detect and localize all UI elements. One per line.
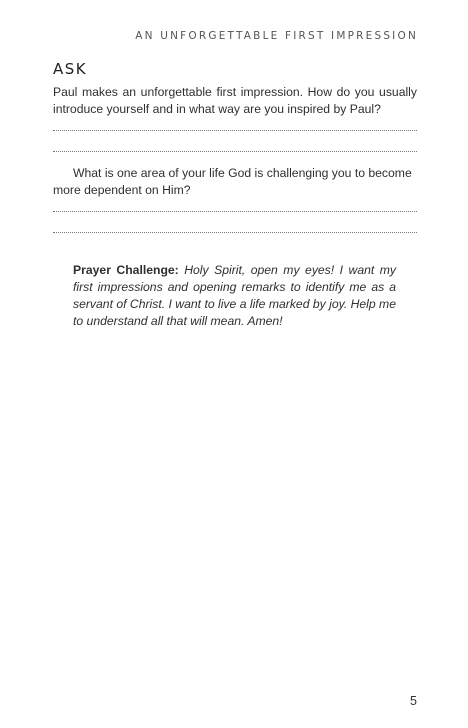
prayer-challenge: [73, 262, 396, 330]
running-head-title: AN UNFORGETTABLE FIRST IMPRESSION: [135, 30, 418, 42]
prayer-challenge-label: Prayer Challenge:: [73, 263, 179, 277]
answer-line: [53, 232, 417, 233]
answer-line: [53, 151, 417, 152]
prayer-challenge-text: Holy Spirit, open my eyes! I want my first impressions and opening remarks to identify me as a servant of Christ. I want to live a life marked by joy. Help me to understand all that will mean. Amen!: [73, 263, 396, 328]
section-heading: ASK: [53, 60, 88, 78]
question-2: What is one area of your life God is challenging you to become more dependent on Him?: [53, 166, 412, 197]
question-1: Paul makes an unforgettable first impression. How do you usually introduce yourself and in what way are you inspired by Paul?: [53, 85, 417, 116]
answer-line: [53, 130, 417, 131]
page-number: 5: [410, 694, 417, 708]
answer-line: [53, 211, 417, 212]
